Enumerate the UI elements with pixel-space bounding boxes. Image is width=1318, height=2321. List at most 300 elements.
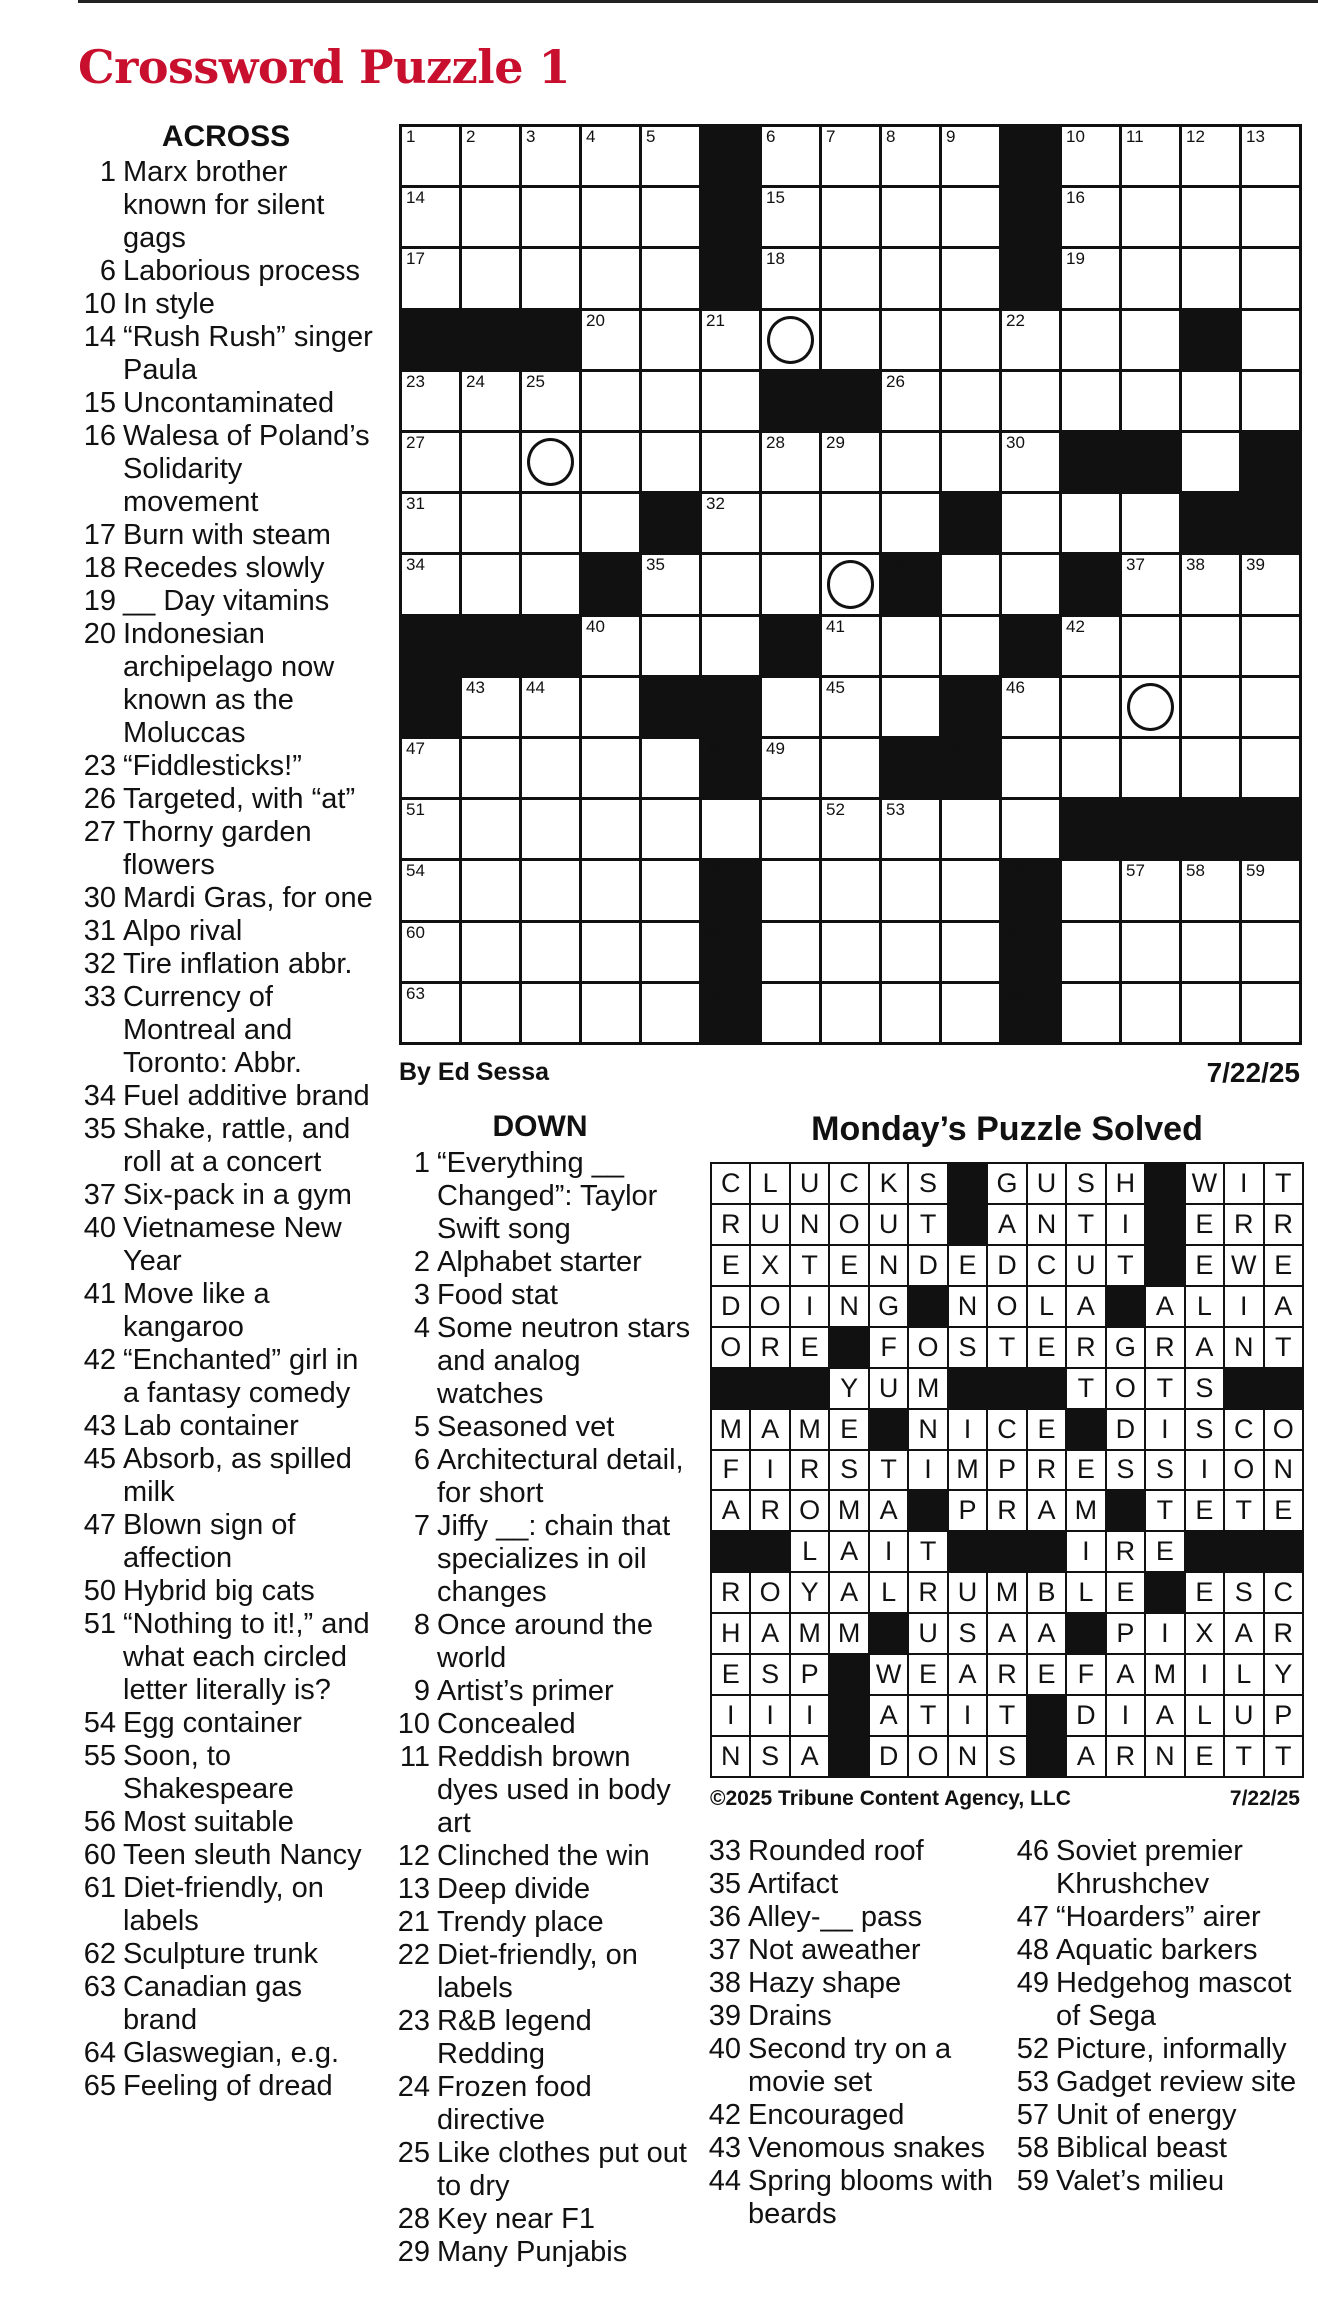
- clue-down2-38: [704, 1967, 1009, 2000]
- grid-cell[interactable]: [822, 127, 879, 185]
- solved-letter: E: [830, 1410, 867, 1449]
- grid-cell[interactable]: [882, 861, 939, 919]
- solved-letter: O: [830, 1205, 867, 1244]
- grid-cell[interactable]: [822, 249, 879, 307]
- solved-letter: S: [949, 1328, 986, 1367]
- clue-number: 55: [83, 1740, 116, 1772]
- grid-cell[interactable]: [822, 923, 879, 981]
- clue-down-5: [396, 1411, 694, 1444]
- grid-cell[interactable]: [462, 800, 519, 858]
- grid-cell[interactable]: [462, 923, 519, 981]
- clue-down3-59: [1012, 2165, 1312, 2198]
- solved-letter: H: [1107, 1164, 1144, 1203]
- black-square: [462, 617, 519, 675]
- grid-cell[interactable]: [1182, 617, 1239, 675]
- grid-cell[interactable]: [822, 739, 879, 797]
- grid-cell[interactable]: [762, 311, 819, 369]
- grid-cell[interactable]: [762, 984, 819, 1042]
- grid-cell[interactable]: [882, 188, 939, 246]
- grid-cell[interactable]: [1182, 678, 1239, 736]
- grid-cell[interactable]: [1122, 617, 1179, 675]
- grid-cell[interactable]: [642, 739, 699, 797]
- clue-down-28: [396, 2203, 694, 2236]
- black-square: [1062, 555, 1119, 613]
- clue-number: 46: [1016, 1835, 1049, 1867]
- grid-cell[interactable]: [522, 861, 579, 919]
- clue-number: 35: [83, 1113, 116, 1145]
- clue-text: Trendy place: [437, 1906, 604, 1938]
- clue-text: Venomous snakes: [748, 2132, 985, 2164]
- solved-letter: F: [870, 1328, 907, 1367]
- grid-cell[interactable]: [822, 188, 879, 246]
- clue-across-32: [78, 948, 378, 981]
- grid-cell[interactable]: [642, 617, 699, 675]
- grid-cell[interactable]: [642, 984, 699, 1042]
- clue-down2-36: [704, 1901, 1009, 1934]
- grid-cell[interactable]: [1242, 984, 1299, 1042]
- grid-cell[interactable]: [1242, 188, 1299, 246]
- clue-text: Canadian gas brand: [123, 1971, 302, 2036]
- solved-letter: G: [988, 1164, 1025, 1203]
- grid-cell[interactable]: [822, 678, 879, 736]
- cell-number: 34: [406, 555, 425, 575]
- grid-cell[interactable]: [462, 433, 519, 491]
- grid-cell[interactable]: [1182, 739, 1239, 797]
- cell-number: 56: [1006, 861, 1025, 881]
- grid-cell[interactable]: [402, 800, 459, 858]
- grid-cell[interactable]: [822, 433, 879, 491]
- clue-text: Hedgehog mascot of Sega: [1056, 1967, 1292, 2032]
- clue-across-51: [78, 1608, 378, 1707]
- clue-across-40: [78, 1212, 378, 1278]
- grid-cell[interactable]: [762, 249, 819, 307]
- black-square: [762, 617, 819, 675]
- grid-cell[interactable]: [762, 800, 819, 858]
- grid-cell[interactable]: [582, 984, 639, 1042]
- grid-cell[interactable]: [942, 433, 999, 491]
- grid-cell[interactable]: [1062, 494, 1119, 552]
- grid-cell[interactable]: [522, 188, 579, 246]
- cell-number: 4: [586, 127, 596, 146]
- grid-cell[interactable]: [1122, 372, 1179, 430]
- grid-cell[interactable]: [1122, 249, 1179, 307]
- grid-cell[interactable]: [522, 800, 579, 858]
- grid-cell[interactable]: [882, 372, 939, 430]
- grid-cell[interactable]: [1062, 249, 1119, 307]
- grid-cell[interactable]: [762, 433, 819, 491]
- solved-letter: E: [1028, 1328, 1065, 1367]
- grid-cell[interactable]: [402, 861, 459, 919]
- grid-cell[interactable]: [522, 494, 579, 552]
- grid-cell[interactable]: [462, 555, 519, 613]
- solved-letter: O: [751, 1573, 788, 1612]
- solved-letter: A: [1107, 1655, 1144, 1694]
- grid-cell[interactable]: [402, 923, 459, 981]
- grid-cell[interactable]: [822, 494, 879, 552]
- clue-number: 45: [83, 1443, 116, 1475]
- grid-cell[interactable]: [1002, 555, 1059, 613]
- grid-cell[interactable]: [762, 127, 819, 185]
- grid-cell[interactable]: [882, 249, 939, 307]
- solved-letter: R: [791, 1451, 828, 1490]
- clue-number: 33: [83, 981, 116, 1013]
- grid-cell[interactable]: [582, 739, 639, 797]
- grid-cell[interactable]: [462, 861, 519, 919]
- grid-cell[interactable]: [882, 800, 939, 858]
- grid-cell[interactable]: [1242, 249, 1299, 307]
- grid-cell[interactable]: [402, 372, 459, 430]
- solved-letter: O: [712, 1328, 749, 1367]
- grid-cell[interactable]: [642, 249, 699, 307]
- solved-black-square: [1146, 1205, 1183, 1244]
- cell-number: 29: [826, 433, 845, 452]
- grid-cell[interactable]: [462, 127, 519, 185]
- grid-cell[interactable]: [1122, 311, 1179, 369]
- grid-cell[interactable]: [402, 188, 459, 246]
- grid-cell[interactable]: [1062, 188, 1119, 246]
- grid-cell[interactable]: [882, 923, 939, 981]
- solved-letter: T: [1146, 1491, 1183, 1530]
- grid-cell[interactable]: [822, 984, 879, 1042]
- grid-cell[interactable]: [522, 372, 579, 430]
- clue-number: 24: [397, 2071, 430, 2103]
- grid-cell[interactable]: [522, 555, 579, 613]
- grid-cell[interactable]: [1122, 984, 1179, 1042]
- clue-number: 17: [83, 519, 116, 551]
- grid-cell[interactable]: [1182, 555, 1239, 613]
- grid-cell[interactable]: [762, 861, 819, 919]
- grid-cell[interactable]: [1242, 127, 1299, 185]
- black-square: [402, 678, 459, 736]
- clue-number: 50: [83, 1575, 116, 1607]
- clue-text: Vietnamese New Year: [123, 1212, 342, 1277]
- grid-cell[interactable]: [1182, 188, 1239, 246]
- solved-letter: R: [1265, 1205, 1302, 1244]
- grid-cell[interactable]: [582, 617, 639, 675]
- solved-black-square: [830, 1328, 867, 1367]
- cell-number: 35: [646, 555, 665, 575]
- grid-cell[interactable]: [942, 311, 999, 369]
- grid-cell[interactable]: [762, 188, 819, 246]
- grid-cell[interactable]: [1122, 188, 1179, 246]
- grid-cell[interactable]: [582, 861, 639, 919]
- grid-cell[interactable]: [582, 372, 639, 430]
- grid-cell[interactable]: [1062, 372, 1119, 430]
- grid-cell[interactable]: [1062, 127, 1119, 185]
- grid-cell[interactable]: [1182, 923, 1239, 981]
- grid-cell[interactable]: [462, 739, 519, 797]
- crossword-grid[interactable]: [399, 124, 1302, 1045]
- solved-letter: S: [1067, 1164, 1104, 1203]
- solved-letter: I: [1107, 1205, 1144, 1244]
- grid-cell[interactable]: [402, 494, 459, 552]
- clue-number: 65: [83, 2070, 116, 2102]
- clue-text: Egg container: [123, 1707, 302, 1739]
- clue-number: 28: [397, 2203, 430, 2235]
- grid-cell[interactable]: [1002, 311, 1059, 369]
- grid-cell[interactable]: [882, 311, 939, 369]
- grid-cell[interactable]: [1182, 127, 1239, 185]
- clue-number: 6: [413, 1444, 430, 1476]
- grid-cell[interactable]: [402, 433, 459, 491]
- solved-letter: N: [712, 1737, 749, 1776]
- solved-letter: R: [1107, 1737, 1144, 1776]
- solved-letter: I: [1146, 1614, 1183, 1653]
- solved-letter: D: [1067, 1696, 1104, 1735]
- grid-cell[interactable]: [942, 188, 999, 246]
- grid-cell[interactable]: [762, 555, 819, 613]
- across-heading: ACROSS: [161, 120, 291, 153]
- grid-cell[interactable]: [582, 249, 639, 307]
- grid-cell[interactable]: [762, 739, 819, 797]
- clue-text: Marx brother known for silent gags: [123, 156, 325, 254]
- clue-number: 18: [83, 552, 116, 584]
- clue-across-55: [78, 1740, 378, 1806]
- grid-cell[interactable]: [642, 861, 699, 919]
- solved-letter: A: [988, 1205, 1025, 1244]
- grid-cell[interactable]: [942, 984, 999, 1042]
- grid-cell[interactable]: [1002, 372, 1059, 430]
- black-square: [1062, 433, 1119, 491]
- grid-cell[interactable]: [522, 923, 579, 981]
- grid-cell[interactable]: [762, 923, 819, 981]
- grid-cell[interactable]: [402, 739, 459, 797]
- cell-number: 53: [886, 800, 905, 820]
- grid-cell[interactable]: [882, 127, 939, 185]
- grid-cell[interactable]: [1062, 861, 1119, 919]
- grid-cell[interactable]: [522, 249, 579, 307]
- grid-cell[interactable]: [1182, 861, 1239, 919]
- grid-cell[interactable]: [882, 494, 939, 552]
- black-square: [702, 861, 759, 919]
- grid-cell[interactable]: [402, 555, 459, 613]
- grid-cell[interactable]: [702, 372, 759, 430]
- down-clue-list: [396, 1147, 694, 2269]
- grid-cell[interactable]: [642, 372, 699, 430]
- solved-letter: W: [870, 1655, 907, 1694]
- grid-cell[interactable]: [702, 433, 759, 491]
- grid-cell[interactable]: [642, 127, 699, 185]
- cell-number: 14: [406, 188, 425, 208]
- solved-letter: R: [1225, 1205, 1262, 1244]
- clue-text: Fuel additive brand: [123, 1080, 370, 1112]
- grid-cell[interactable]: [882, 678, 939, 736]
- clue-text: Gadget review site: [1056, 2066, 1297, 2098]
- grid-cell[interactable]: [882, 984, 939, 1042]
- grid-cell[interactable]: [1002, 433, 1059, 491]
- grid-cell[interactable]: [942, 555, 999, 613]
- grid-cell[interactable]: [642, 433, 699, 491]
- grid-cell[interactable]: [1002, 678, 1059, 736]
- clue-number: 51: [83, 1608, 116, 1640]
- grid-cell[interactable]: [942, 923, 999, 981]
- grid-cell[interactable]: [582, 127, 639, 185]
- grid-cell[interactable]: [942, 800, 999, 858]
- grid-cell[interactable]: [582, 188, 639, 246]
- grid-cell[interactable]: [1182, 249, 1239, 307]
- grid-cell[interactable]: [822, 861, 879, 919]
- grid-cell[interactable]: [1002, 739, 1059, 797]
- solved-letter: M: [949, 1451, 986, 1490]
- grid-cell[interactable]: [642, 188, 699, 246]
- grid-cell[interactable]: [882, 433, 939, 491]
- solved-letter: I: [949, 1410, 986, 1449]
- grid-cell[interactable]: [1242, 617, 1299, 675]
- clue-number: 49: [1016, 1967, 1049, 1999]
- grid-cell[interactable]: [1062, 984, 1119, 1042]
- grid-cell[interactable]: [942, 249, 999, 307]
- clue-number: 40: [708, 2033, 741, 2065]
- solved-letter: N: [1265, 1451, 1302, 1490]
- grid-cell[interactable]: [1002, 800, 1059, 858]
- grid-cell[interactable]: [1182, 433, 1239, 491]
- grid-cell[interactable]: [702, 617, 759, 675]
- grid-cell[interactable]: [582, 678, 639, 736]
- black-square: [1242, 494, 1299, 552]
- grid-cell[interactable]: [1182, 984, 1239, 1042]
- clue-number: 29: [397, 2236, 430, 2268]
- grid-cell[interactable]: [1122, 555, 1179, 613]
- grid-cell[interactable]: [762, 494, 819, 552]
- cell-number: 8: [886, 127, 896, 146]
- grid-cell[interactable]: [882, 617, 939, 675]
- cell-number: 58: [1186, 861, 1205, 881]
- grid-cell[interactable]: [1062, 678, 1119, 736]
- solved-letter: C: [988, 1410, 1025, 1449]
- grid-cell[interactable]: [1062, 923, 1119, 981]
- solved-letter: O: [751, 1287, 788, 1326]
- black-square: [1002, 249, 1059, 307]
- grid-cell[interactable]: [522, 678, 579, 736]
- cell-number: 5: [646, 127, 656, 146]
- cell-number: 65: [1006, 983, 1025, 1003]
- grid-cell[interactable]: [822, 311, 879, 369]
- grid-cell[interactable]: [702, 311, 759, 369]
- solved-letter: S: [1186, 1410, 1223, 1449]
- grid-cell[interactable]: [1242, 923, 1299, 981]
- solved-letter: A: [949, 1655, 986, 1694]
- grid-cell[interactable]: [1242, 372, 1299, 430]
- grid-cell[interactable]: [522, 984, 579, 1042]
- clue-down-2: [396, 1246, 694, 1279]
- copyright-notice: ©2025 Tribune Content Agency, LLC: [710, 1787, 1071, 1810]
- black-square: [1182, 311, 1239, 369]
- grid-cell[interactable]: [1122, 861, 1179, 919]
- grid-cell[interactable]: [942, 617, 999, 675]
- grid-cell[interactable]: [402, 249, 459, 307]
- grid-cell[interactable]: [1062, 617, 1119, 675]
- grid-cell[interactable]: [1242, 311, 1299, 369]
- grid-cell[interactable]: [822, 800, 879, 858]
- grid-cell[interactable]: [402, 984, 459, 1042]
- grid-cell[interactable]: [462, 984, 519, 1042]
- grid-cell[interactable]: [522, 127, 579, 185]
- grid-cell[interactable]: [582, 494, 639, 552]
- grid-cell[interactable]: [582, 923, 639, 981]
- grid-cell[interactable]: [642, 923, 699, 981]
- solved-letter: I: [712, 1696, 749, 1735]
- grid-cell[interactable]: [1122, 923, 1179, 981]
- grid-cell[interactable]: [942, 861, 999, 919]
- grid-cell[interactable]: [1242, 555, 1299, 613]
- grid-cell[interactable]: [702, 494, 759, 552]
- solved-letter: T: [1265, 1737, 1302, 1776]
- cell-number: 9: [946, 127, 956, 146]
- grid-cell[interactable]: [462, 494, 519, 552]
- grid-cell[interactable]: [522, 433, 579, 491]
- grid-cell[interactable]: [1242, 678, 1299, 736]
- grid-cell[interactable]: [702, 800, 759, 858]
- clue-across-26: [78, 783, 378, 816]
- clue-text: Artist’s primer: [437, 1675, 614, 1707]
- grid-cell[interactable]: [1062, 739, 1119, 797]
- grid-cell[interactable]: [942, 127, 999, 185]
- grid-cell[interactable]: [1182, 372, 1239, 430]
- solved-letter: E: [830, 1246, 867, 1285]
- solved-letter: I: [1067, 1532, 1104, 1571]
- solved-letter: G: [1107, 1328, 1144, 1367]
- black-square: [1182, 800, 1239, 858]
- grid-cell[interactable]: [462, 249, 519, 307]
- grid-cell[interactable]: [462, 372, 519, 430]
- grid-cell[interactable]: [1122, 494, 1179, 552]
- solved-letter: U: [870, 1205, 907, 1244]
- grid-cell[interactable]: [642, 800, 699, 858]
- black-square: [942, 494, 999, 552]
- clue-number: 43: [83, 1410, 116, 1442]
- cell-number: 38: [1186, 555, 1205, 575]
- grid-cell[interactable]: [822, 555, 879, 613]
- grid-cell[interactable]: [582, 311, 639, 369]
- solved-letter: N: [1146, 1737, 1183, 1776]
- grid-cell[interactable]: [522, 739, 579, 797]
- grid-cell[interactable]: [642, 555, 699, 613]
- solved-letter: M: [988, 1573, 1025, 1612]
- circle-icon: [527, 438, 574, 486]
- grid-cell[interactable]: [942, 372, 999, 430]
- solved-letter: R: [1265, 1614, 1302, 1653]
- cell-number: 40: [586, 616, 605, 636]
- grid-cell[interactable]: [1242, 861, 1299, 919]
- grid-cell[interactable]: [582, 433, 639, 491]
- solved-letter: T: [909, 1696, 946, 1735]
- grid-cell[interactable]: [1122, 739, 1179, 797]
- grid-cell[interactable]: [1002, 494, 1059, 552]
- cell-number: 20: [586, 310, 605, 330]
- grid-cell[interactable]: [702, 555, 759, 613]
- grid-cell[interactable]: [1122, 127, 1179, 185]
- solved-letter: M: [830, 1614, 867, 1653]
- clue-text: Not aweather: [748, 1934, 921, 1966]
- solved-letter: S: [751, 1655, 788, 1694]
- grid-cell[interactable]: [1122, 678, 1179, 736]
- grid-cell[interactable]: [762, 678, 819, 736]
- grid-cell[interactable]: [642, 311, 699, 369]
- grid-cell[interactable]: [1062, 311, 1119, 369]
- clue-across-15: [78, 387, 378, 420]
- grid-cell[interactable]: [1242, 739, 1299, 797]
- grid-cell[interactable]: [462, 678, 519, 736]
- cell-number: 55: [706, 861, 725, 881]
- grid-cell[interactable]: [822, 617, 879, 675]
- grid-cell[interactable]: [462, 188, 519, 246]
- clue-number: 26: [83, 783, 116, 815]
- grid-cell[interactable]: [402, 127, 459, 185]
- solved-letter: A: [1028, 1491, 1065, 1530]
- clue-number: 1: [413, 1147, 430, 1179]
- grid-cell[interactable]: [582, 800, 639, 858]
- clue-down3-46: [1012, 1835, 1312, 1901]
